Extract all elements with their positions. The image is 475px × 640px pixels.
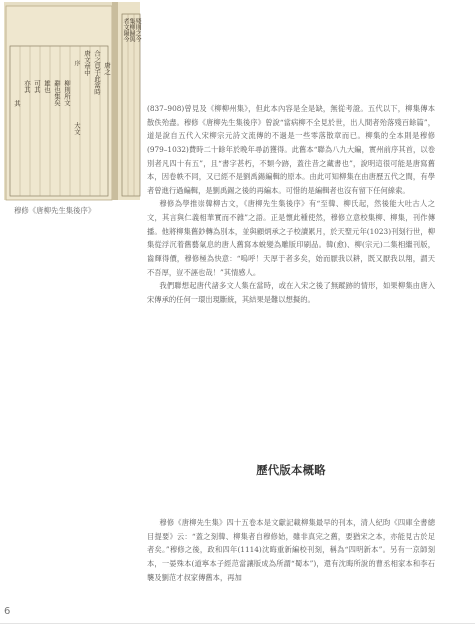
body-paragraph: 我們聯想起唐代諸多文人集在當時，或在入宋之後了無蹤跡的情形，如果柳集由唐入宋傳承的任何一環出現斷統，其結果是難以想擬的。 bbox=[147, 281, 435, 304]
leaf-column: 大文 bbox=[73, 122, 81, 135]
leaf-column: 其 bbox=[13, 100, 21, 107]
body-text bbox=[147, 102, 435, 306]
leaf-marker: 序 bbox=[73, 60, 80, 66]
book-photo bbox=[4, 2, 140, 200]
leaf-column: 唐之 bbox=[103, 62, 111, 75]
body-paragraph: (837–908)曾見及《柳柳州集》，但此本內容是全是缺，無從考證。五代以下，柳集傳本散佚殆盡。穆修《唐柳先生集後序》曾說“當病柳不全見於世，出人間者殆落殘百餘篇”，道是說自五代入宋柳宗元詩文流傳的不過是一些零落散章而已。柳集的全本則是穆修(979–1032)費時二十餘年於晚年尋訪獲得。此舊本“聯為八九大編，實州前序其首，以卷別者凡四十有五”，且“書字甚朽，不類今跡，蓋往昔之藏書也”，說明這很可能是唐寫舊本，因卷帙不同，又已經不是劉禹錫編輯的原本。由此可知柳集在由唐歷五代之間，有學者曾進行過編輯，是劉禹錫之後的再編本。可惜的是編輯者也沒有留下任何線索。 bbox=[147, 104, 435, 195]
figure-caption: 穆修《唐柳先生集後序》 bbox=[14, 206, 96, 215]
body-paragraph: 穆修為學推崇韓柳古文，《唐柳先生集後序》有“至韓、柳氏起，然後能大吐古人之文，其言與仁義相華實而不雜”之語。正是懷此種使然，穆修立意校集柳、柳集，刊作傳播。他將柳集舊鈔轉為別本，並與顧炳承之子校讀累月，於天聖元年(1023)刊刻行世，柳集從浮沉着舊藝氣息的唐人舊寫本蛻變為雕版印刷品。韓(愈)、柳(宗元)二集相繼刊版，齒輝得價，穆修極為快意：“嗚呼！天厚于者多矣，始而厭我以耕，既又厭我以翔，謂天不吾厚，豈不誣也哉！”其情感人。 bbox=[147, 199, 435, 277]
leaf-column: 合之見于此當時 bbox=[93, 50, 101, 95]
leaf-column: 者文陽今 bbox=[122, 18, 129, 42]
leaf-column: 亦其 bbox=[23, 80, 31, 93]
page-number: 6 bbox=[4, 606, 11, 617]
section-paragraph: 穆修《唐柳先生集》四十五卷本是文獻記載柳集最早的刊本，清人紀昀《四庫全書總目提要》云：“蓋之刻韓、柳集者自穆修始，雖非真完之舊，要猶宋之本，亦能見古於足者矣。”穆修之後，政和四年(1114)沈晦重新編校刊刻，稱為“四明新本”。另有一京師刻本，一晏殊本(道寧本子經范當讓版成為所謂“蜀本”)，還有沈晦所說的曹丞相家本和李石襲及劉范才叔家傳舊本，再加 bbox=[147, 518, 435, 582]
section-body bbox=[147, 516, 435, 584]
leaf-column: 殘則之今 bbox=[134, 18, 141, 42]
leaf-column: 唐文章中 bbox=[83, 50, 91, 76]
footer-divider bbox=[0, 623, 475, 624]
leaf-column: 集柳歸與 bbox=[128, 18, 135, 42]
leaf-column: 雄也 bbox=[43, 80, 51, 93]
leaf-column: 柳則所文 bbox=[63, 80, 71, 106]
leaf-column: 辭也集矣 bbox=[53, 80, 61, 106]
leaf-column: 可其 bbox=[33, 80, 41, 93]
section-heading: 歷代版本概略 bbox=[256, 463, 326, 477]
